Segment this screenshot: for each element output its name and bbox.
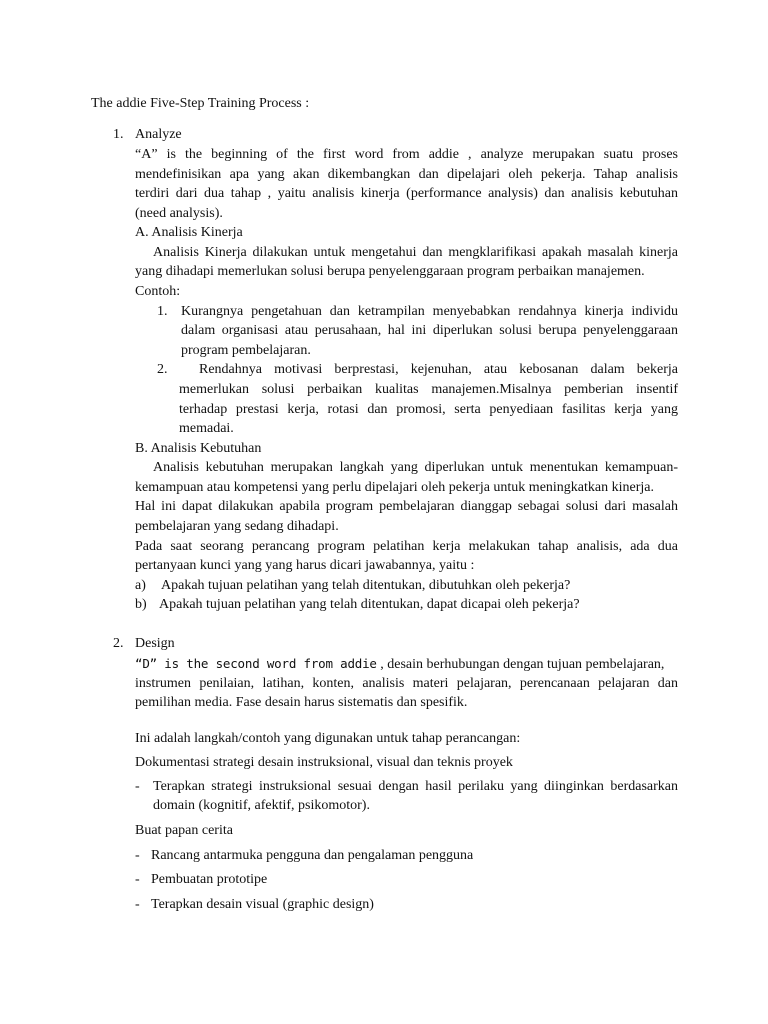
- example-1-line: Kurangnya pengetahuan dan ketrampilan menyebabkan rendahnya kinerja individu: [181, 304, 678, 319]
- example-2-line: memerlukan solusi perbaikan kualitas manajemen.Misalnya pemberian insentif: [179, 382, 678, 397]
- s1-a-paragraph-line: Analisis Kinerja dilakukan untuk mengetahui dan mengklarifikasi apakah masalah kinerja: [153, 245, 678, 260]
- s1-b-paragraph-line: Pada saat seorang perancang program pelatihan kerja melakukan tahap analisis, ada dua: [135, 539, 678, 554]
- example-2-line: terhadap prestasi kerja, rotasi dan promosi, serta penyediaan fasilitas kerja yang: [179, 402, 678, 417]
- s1-intro-line: mendefinisikan apa yang akan dikembangkan dan dipelajari oleh pekerja. Tahap analisis: [135, 167, 678, 182]
- bullet-1-line: Terapkan strategi instruksional sesuai dengan hasil perilaku yang diinginkan berdasarkan: [153, 779, 678, 794]
- bullet-dash: -: [135, 779, 140, 794]
- question-b-text: Apakah tujuan pelatihan yang telah ditentukan, dapat dicapai oleh pekerja?: [159, 597, 580, 612]
- s1-b-paragraph-line: pembelajaran yang sedang dihadapi.: [135, 519, 339, 534]
- s1-b-paragraph-line: pertanyaan kunci yang yang harus dicari jawabannya, yaitu :: [135, 558, 475, 573]
- s2-intro-mono: “D” is the second word from addie: [135, 656, 377, 671]
- example-2-number: 2.: [157, 362, 168, 377]
- subheading-b: B. Analisis Kebutuhan: [135, 441, 262, 456]
- s2-intro-rest: , desain berhubungan dengan tujuan pembelajaran,: [376, 657, 665, 672]
- s1-b-paragraph-line: kemampuan atau kompetensi yang perlu dipelajari oleh pekerja untuk meningkatkan kinerja.: [135, 480, 654, 495]
- s2-intro-line: pemilihan media. Fase desain harus sistematis dan spesifik.: [135, 695, 468, 710]
- contoh-label: Contoh:: [135, 284, 181, 299]
- question-b-marker: b): [135, 597, 147, 612]
- section-2-number: 2.: [113, 636, 124, 651]
- bullet-1-line: domain (kognitif, afektif, psikomotor).: [153, 798, 370, 813]
- s2-intro-line: instrumen penilaian, latihan, konten, analisis materi pelajaran, perencanaan pelajaran dan: [135, 676, 678, 691]
- example-1-number: 1.: [157, 304, 168, 319]
- s2-intro-line-1: [135, 654, 664, 675]
- s2-steps-intro: Ini adalah langkah/contoh yang digunakan untuk tahap perancangan:: [135, 731, 521, 746]
- example-1-line: dalam organisasi atau perusahaan, hal ini diperlukan solusi berupa penyelenggaraan: [181, 323, 678, 338]
- s1-intro-line: (need analysis).: [135, 206, 223, 221]
- s1-a-paragraph-line: yang dihadapi memerlukan solusi berupa penyelenggaraan program perbaikan manajemen.: [135, 264, 645, 279]
- bullet-4-text: Terapkan desain visual (graphic design): [151, 897, 374, 912]
- bullet-dash: -: [135, 872, 140, 887]
- section-1-number: 1.: [113, 127, 124, 142]
- s2-documentation: Dokumentasi strategi desain instruksional, visual dan teknis proyek: [135, 755, 513, 770]
- question-a-marker: a): [135, 578, 146, 593]
- s2-storyboard: Buat papan cerita: [135, 823, 233, 838]
- bullet-3-text: Pembuatan prototipe: [151, 872, 268, 887]
- s1-b-paragraph-line: Hal ini dapat dilakukan apabila program pembelajaran dianggap sebagai solusi dari masalah: [135, 499, 678, 514]
- s1-b-paragraph-line: Analisis kebutuhan merupakan langkah yang diperlukan untuk menentukan kemampuan-: [153, 460, 678, 475]
- bullet-dash: -: [135, 897, 140, 912]
- s1-intro-line: “A” is the beginning of the first word from addie , analyze merupakan suatu proses: [135, 147, 678, 162]
- bullet-dash: -: [135, 848, 140, 863]
- example-1-line: program pembelajaran.: [181, 343, 311, 358]
- section-1-heading: Analyze: [135, 127, 182, 142]
- section-2-heading: Design: [135, 636, 175, 651]
- example-2-line: memadai.: [179, 421, 234, 436]
- document-title: The addie Five-Step Training Process :: [91, 96, 310, 111]
- bullet-2-text: Rancang antarmuka pengguna dan pengalaman pengguna: [151, 848, 474, 863]
- s1-intro-line: terdiri dari dua tahap , yaitu analisis kinerja (performance analysis) dan analisis kebutuhan: [135, 186, 678, 201]
- example-2-line: Rendahnya motivasi berprestasi, kejenuhan, atau kebosanan dalam bekerja: [199, 362, 678, 377]
- question-a-text: Apakah tujuan pelatihan yang telah ditentukan, dibutuhkan oleh pekerja?: [161, 578, 571, 593]
- subheading-a: A. Analisis Kinerja: [135, 225, 243, 240]
